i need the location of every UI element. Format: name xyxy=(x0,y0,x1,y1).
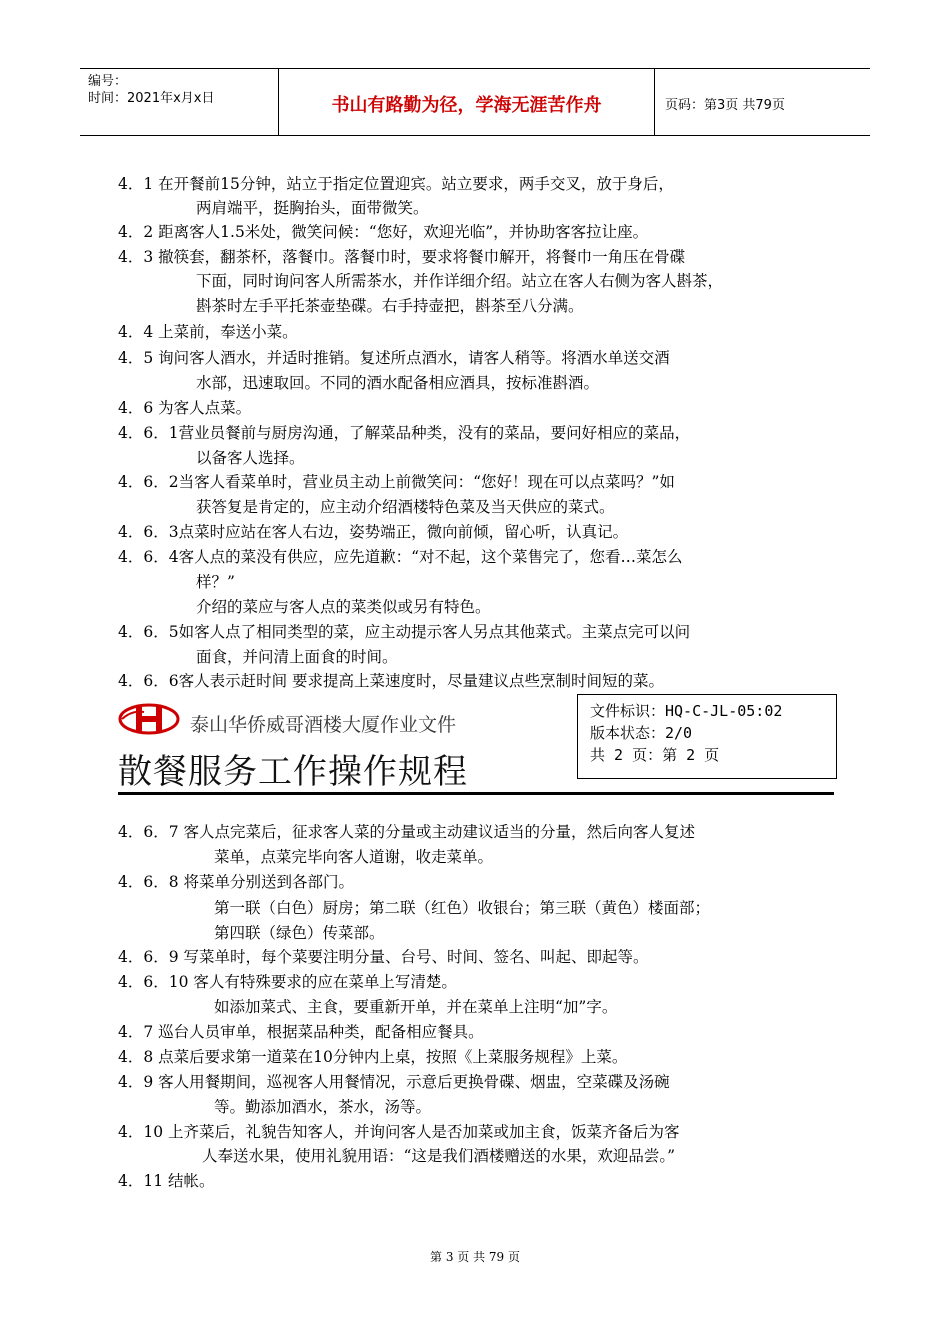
text-line: 面食，并问清上面食的时间。 xyxy=(196,648,398,666)
text-line: 4．6．2当客人看菜单时，营业员主动上前微笑问：“您好！现在可以点菜吗？”如 xyxy=(118,473,675,491)
text-line: 4．8 点菜后要求第一道菜在10分钟内上桌，按照《上菜服务规程》上菜。 xyxy=(118,1048,628,1066)
header-left-cell xyxy=(80,69,279,135)
text-line: 4．6．7 客人点完菜后，征求客人菜的分量或主动建议适当的分量，然后向客人复述 xyxy=(118,823,696,841)
text-line: 人奉送水果，使用礼貌用语：“这是我们酒楼赠送的水果，欢迎品尝。” xyxy=(202,1147,676,1165)
text-line: 获答复是肯定的，应主动介绍酒楼特色菜及当天供应的菜式。 xyxy=(196,498,615,516)
text-line: 第一联（白色）厨房；第二联（红色）收银台；第三联（黄色）楼面部； xyxy=(214,899,711,917)
title-divider xyxy=(118,792,834,795)
text-line: 下面，同时询问客人所需茶水，并作详细介绍。站立在客人右侧为客人斟茶， xyxy=(196,272,724,290)
text-line: 4．9 客人用餐期间，巡视客人用餐情况，示意后更换骨碟、烟盅，空菜碟及汤碗 xyxy=(118,1073,670,1091)
text-line: 4．6．5如客人点了相同类型的菜，应主动提示客人另点其他菜式。主菜点完可以问 xyxy=(118,623,691,641)
text-line: 4．1 在开餐前15分钟，站立于指定位置迎宾。站立要求，两手交叉，放于身后， xyxy=(118,175,674,193)
text-line: 两肩端平，挺胸抬头，面带微笑。 xyxy=(196,199,429,217)
document-info-box xyxy=(577,694,837,779)
page-footer: 第 3 页 共 79 页 xyxy=(430,1250,520,1264)
text-line: 4．10 上齐菜后，礼貌告知客人，并询问客人是否加菜或加主食，饭菜齐备后为客 xyxy=(118,1123,680,1141)
text-line: 4．6．3点菜时应站在客人右边，姿势端正，微向前倾，留心听，认真记。 xyxy=(118,523,629,541)
text-line: 4．6．1营业员餐前与厨房沟通，了解菜品种类，没有的菜品，要问好相应的菜品， xyxy=(118,424,691,442)
text-line: 4．2 距离客人1.5米处，微笑问候：“您好，欢迎光临”，并协助客客拉让座。 xyxy=(118,223,649,241)
text-line: 第四联（绿色）传菜部。 xyxy=(214,924,385,942)
company-logo xyxy=(118,702,180,736)
text-line: 4．6．9 写菜单时，每个菜要注明分量、台号、时间、签名、叫起、即起等。 xyxy=(118,948,649,966)
text-line: 4．7 巡台人员审单，根据菜品种类，配备相应餐具。 xyxy=(118,1023,484,1041)
text-line: 斟茶时左手平托茶壶垫碟。右手持壶把，斟茶至八分满。 xyxy=(196,297,584,315)
text-line: 水部，迅速取回。不同的酒水配备相应酒具，按标准斟酒。 xyxy=(196,374,600,392)
text-line: 4．6．6客人表示赶时间 要求提高上菜速度时，尽量建议点些烹制时间短的菜。 xyxy=(118,672,665,690)
doc-page-count: 共 2 页：第 2 页 xyxy=(590,746,720,764)
text-line: 4．6．10 客人有特殊要求的应在菜单上写清楚。 xyxy=(118,973,457,991)
text-line: 4．3 撤筷套，翻茶杯，落餐巾。落餐巾时，要求将餐巾解开，将餐巾一角压在骨碟 xyxy=(118,248,686,266)
version-status: 版本状态：2/0 xyxy=(590,724,693,742)
text-line: 等。勤添加酒水，茶水，汤等。 xyxy=(214,1098,432,1116)
text-line: 4．6．4客人点的菜没有供应，应先道歉：“对不起，这个菜售完了，您看…菜怎么 xyxy=(118,548,683,566)
number-label: 编号： xyxy=(88,74,128,89)
text-line: 样？” xyxy=(196,573,235,591)
motto: 书山有路勤为径，学海无涯苦作舟 xyxy=(279,69,655,135)
page-header xyxy=(80,68,870,136)
text-line: 如添加菜式、主食，要重新开单，并在菜单上注明“加”字。 xyxy=(214,998,618,1016)
text-line: 以备客人选择。 xyxy=(196,449,305,467)
text-line: 菜单，点菜完毕向客人道谢，收走菜单。 xyxy=(214,848,494,866)
text-line: 4．11 结帐。 xyxy=(118,1172,215,1190)
header-page-info: 页码：第3页 共79页 xyxy=(665,97,785,113)
document-id: 文件标识：HQ-C-JL-05:02 xyxy=(590,702,783,720)
document-title: 散餐服务工作操作规程 xyxy=(118,752,468,792)
text-line: 4．6 为客人点菜。 xyxy=(118,399,252,417)
text-line: 4．4 上菜前，奉送小菜。 xyxy=(118,323,298,341)
text-line: 4．6．8 将菜单分别送到各部门。 xyxy=(118,873,355,891)
text-line: 介绍的菜应与客人点的菜类似或另有特色。 xyxy=(196,598,491,616)
company-name: 泰山华侨威哥酒楼大厦作业文件 xyxy=(190,714,457,736)
time-label: 时间：2021年x月x日 xyxy=(88,91,215,106)
text-line: 4．5 询问客人酒水，并适时推销。复述所点酒水，请客人稍等。将酒水单送交酒 xyxy=(118,349,670,367)
